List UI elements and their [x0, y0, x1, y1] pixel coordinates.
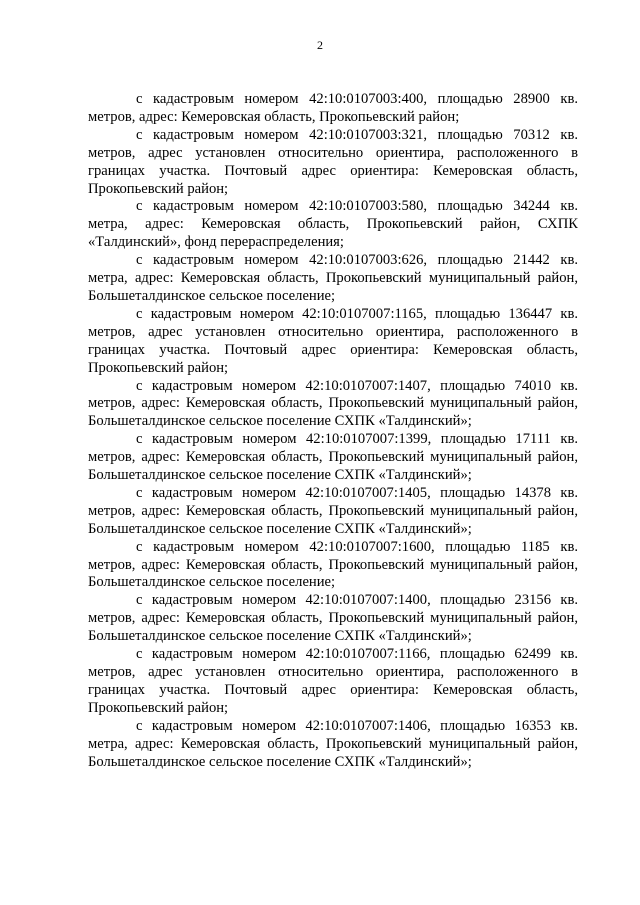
land-plot-entry: с кадастровым номером 42:10:0107003:626, площадью 21442 кв. метра, адрес: Кемеровская область, Прокопьевский муниципальный район, Большеталдинское сельское поселение;	[88, 252, 578, 304]
land-plot-entry: с кадастровым номером 42:10:0107007:1600, площадью 1185 кв. метров, адрес: Кемеровская область, Прокопьевский муниципальный район, Большеталдинское сельское поселение;	[88, 538, 578, 591]
land-plot-entry: с кадастровым номером 42:10:0107007:1400, площадью 23156 кв. метров, адрес: Кемеровская область, Прокопьевский муниципальный район, Большеталдинское сельское поселение СХПК «Талдинский»;	[88, 592, 578, 645]
land-plot-entry: с кадастровым номером 42:10:0107007:1406, площадью 16353 кв. метра, адрес: Кемеровская область, Прокопьевский муниципальный район, Большеталдинское сельское поселение СХПК «Талдинский»;	[88, 717, 578, 770]
land-plot-entry: с кадастровым номером 42:10:0107007:1165, площадью 136447 кв. метров, адрес установлен относительно ориентира, расположенного в границах участка. Почтовый адрес ориентира: Кемеровская область, Прокопьевский район;	[88, 305, 578, 376]
land-plot-entry: с кадастровым номером 42:10:0107007:1407, площадью 74010 кв. метров, адрес: Кемеровская область, Прокопьевский муниципальный район, Большеталдинское сельское поселение СХПК «Талдинский»;	[88, 377, 578, 430]
page-number: 2	[317, 38, 323, 52]
land-plot-entry: с кадастровым номером 42:10:0107003:580, площадью 34244 кв. метра, адрес: Кемеровская область, Прокопьевский район, СХПК «Талдинский», фонд перераспределения;	[88, 198, 578, 251]
land-plot-entry: с кадастровым номером 42:10:0107007:1405, площадью 14378 кв. метров, адрес: Кемеровская область, Прокопьевский муниципальный район, Большеталдинское сельское поселение СХПК «Талдинский»;	[88, 484, 578, 537]
land-plot-entry: с кадастровым номером 42:10:0107007:1166, площадью 62499 кв. метров, адрес установлен относительно ориентира, расположенного в границах участка. Почтовый адрес ориентира: Кемеровская область, Прокопьевский район;	[88, 646, 578, 716]
land-plot-entry: с кадастровым номером 42:10:0107003:400, площадью 28900 кв. метров, адрес: Кемеровская область, Прокопьевский район;	[88, 91, 578, 125]
land-plot-entry: с кадастровым номером 42:10:0107003:321, площадью 70312 кв. метров, адрес установлен относительно ориентира, расположенного в границах участка. Почтовый адрес ориентира: Кемеровская область, Прокопьевский район;	[88, 126, 578, 197]
land-plot-entry: с кадастровым номером 42:10:0107007:1399, площадью 17111 кв. метров, адрес: Кемеровская область, Прокопьевский муниципальный район, Большеталдинское сельское поселение СХПК «Талдинский»;	[88, 431, 578, 484]
document-body	[88, 91, 578, 771]
